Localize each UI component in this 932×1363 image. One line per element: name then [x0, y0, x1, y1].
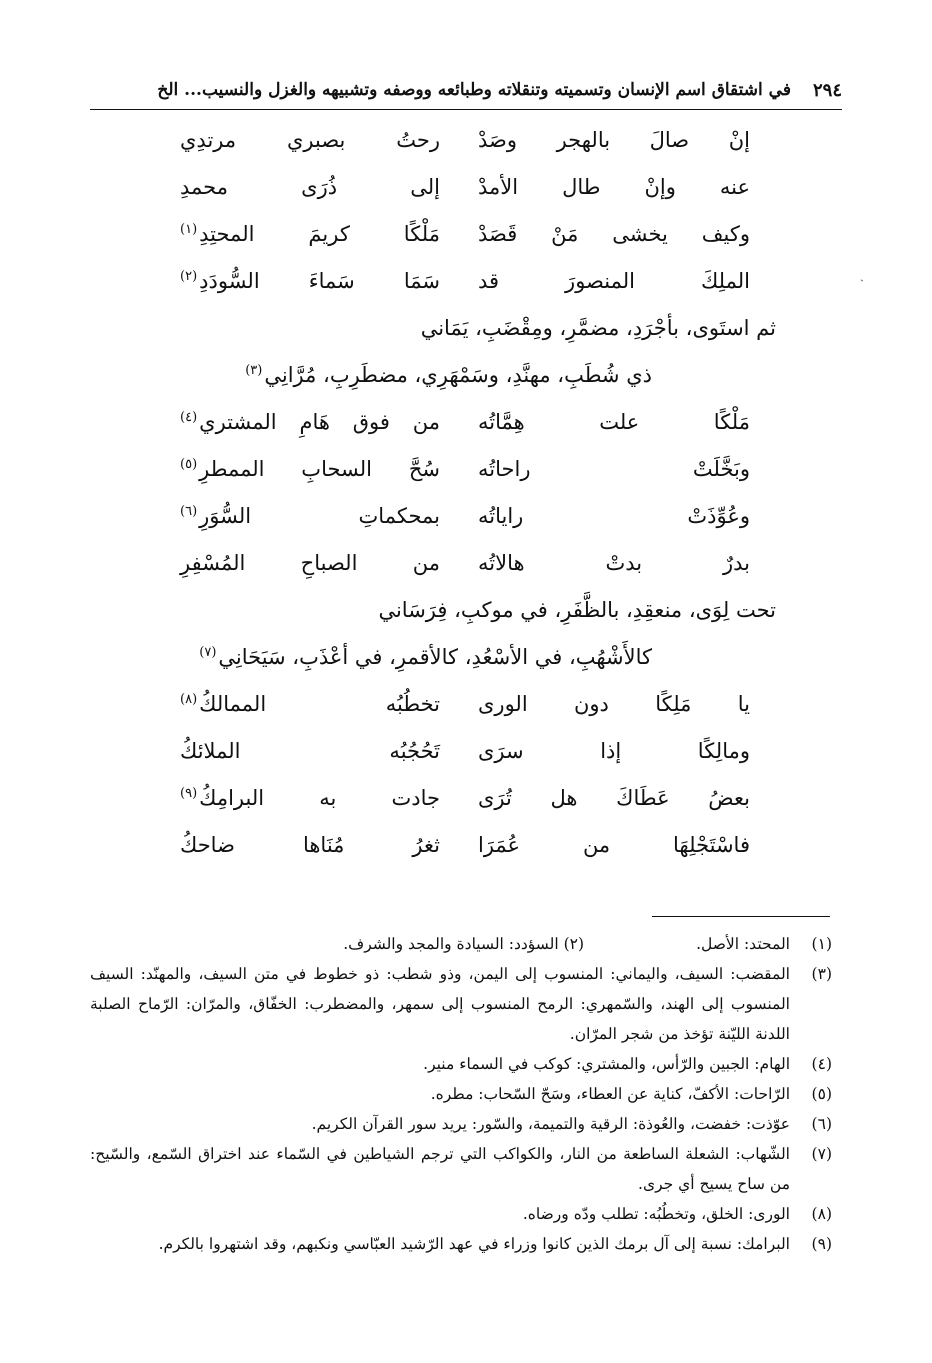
running-title: في اشتقاق اسم الإنسان وتسميته وتنقلاته وطبائعه ووصفه وتشبيهه والغزل والنسيب... الخ: [157, 80, 791, 100]
verse-second-hemistich: من فوق هَامِ المشتري$^{(٤)}$: [180, 410, 440, 434]
footnote-number: (١): [811, 935, 832, 953]
footnote-text: المحتد: الأصل.: [696, 935, 790, 953]
verse-second-hemistich: تَحُجُبُه الملائكُ: [180, 739, 440, 763]
verse-second-hemistich: مَلْكًا كريمَ المحتِدِ$^{(١)}$: [180, 222, 440, 246]
verse-line: [90, 498, 842, 545]
verse-second-hemistich: سَمَا سَماءَ السُّودَدِ$^{(٢)}$: [180, 269, 440, 293]
verse-first-hemistich: وعُوِّذَتْ راياتُه: [478, 504, 750, 528]
footnote: [90, 1109, 842, 1139]
footnote-number: (٢): [563, 935, 585, 953]
verse-second-hemistich: تخطُبُه الممالكُ$^{(٨)}$: [180, 692, 440, 716]
prose-text: ثم استَوى، بأجْرَدِ، مضمَّرِ، ومِقْضَبِ، يَمَاني: [420, 316, 776, 340]
verse-line: [90, 263, 842, 310]
page-header: [90, 74, 842, 106]
footnote-marker: (٧): [199, 645, 217, 660]
footnote: [90, 1199, 842, 1229]
verse-line: [90, 122, 842, 169]
footnote-marker: (٥): [180, 457, 198, 472]
verse-first-hemistich: بدرٌ بدتْ هالاتُه: [478, 551, 750, 575]
footnote-text: الورى: الخلق، وتخطُبُه: تطلب ودّه ورضاه.: [522, 1205, 790, 1223]
footnote-marker: (٩): [180, 786, 198, 801]
footnote-marker: (٤): [180, 410, 198, 425]
footnote-number: (٦): [811, 1115, 832, 1133]
page-number: ٢٩٤: [812, 79, 842, 101]
footnotes: [90, 929, 842, 1259]
verse-line: [90, 733, 842, 780]
footnote: [90, 1079, 842, 1109]
poem-body: [90, 122, 842, 874]
verse-first-hemistich: عنه وإنْ طال الأمدْ: [478, 175, 750, 199]
footnote: [90, 1049, 842, 1079]
verse-second-hemistich: ثغرُ مُنَاها ضاحكُ: [180, 833, 440, 857]
footnote-text: المقضب: السيف، واليماني: المنسوب إلى اليمن، وذو شطب: ذو خطوط في متن السيف، والمهنّد: السيف المنسوب إلى الهند، والسّمهري: الرمح المنسوب إلى سمهر، والمضطرب: الخفّاق، والمرّان: الرّماح الصلبة اللدنة الليّنة تؤخذ من شجر المرّان.: [90, 965, 790, 1043]
prose-text: ذي شُطَبِ، مهنَّدِ، وسَمْهَرِي، مضطَرِبِ، مُرَّانِي$^{(٣)}$: [245, 363, 652, 387]
footnote-marker: (٨): [180, 692, 198, 707]
verse-line: [90, 780, 842, 827]
verse-second-hemistich: من الصباحِ المُسْفِرِ: [180, 551, 440, 575]
verse-second-hemistich: إلى ذُرَى محمدِ: [180, 175, 440, 199]
verse-first-hemistich: وبَخَّلَتْ راحاتُه: [478, 457, 750, 481]
footnote-marker: (٦): [180, 504, 198, 519]
footnote-marker: (٣): [245, 363, 263, 378]
prose-text: تحت لِوَى، منعقِدِ، بالظَّفَرِ، في موكبِ، فِرَسَاني: [378, 598, 776, 622]
footnote: [90, 1139, 842, 1199]
footnote-number: (٩): [811, 1235, 832, 1253]
footnote-text: الهام: الجبين والرّأس، والمشتري: كوكب في السماء منير.: [423, 1055, 790, 1073]
footnote-marker: (٢): [180, 269, 198, 284]
footnote: [90, 1229, 842, 1259]
footnote-text: السؤدد: السيادة والمجد والشرف.: [343, 935, 559, 953]
verse-first-hemistich: وكيف يخشى مَنْ قَصَدْ: [478, 222, 750, 246]
footnote-number: (٧): [811, 1145, 832, 1163]
verse-second-hemistich: بمحكماتِ السُّوَرِ$^{(٦)}$: [180, 504, 440, 528]
footnote-marker: (١): [180, 222, 198, 237]
footnote: [90, 959, 842, 1049]
verse-first-hemistich: يا مَلِكًا دون الورى: [478, 692, 750, 716]
prose-line: [90, 310, 842, 357]
verse-first-hemistich: إنْ صالَ بالهجر وصَدْ: [478, 128, 750, 152]
footnote-number: (٥): [811, 1085, 832, 1103]
verse-second-hemistich: رحتُ بصبري مرتدِي: [180, 128, 440, 152]
prose-line: [90, 592, 842, 639]
verse-line: [90, 686, 842, 733]
footnote: [90, 929, 842, 959]
footnote-text: البرامك: نسبة إلى آل برمك الذين كانوا وزراء في عهد الرّشيد العبّاسي ونكبهم، وقد اشتهروا بالكرم.: [158, 1235, 790, 1253]
verse-line: [90, 827, 842, 874]
verse-first-hemistich: مَلْكًا علت هِمَّاتُه: [478, 410, 750, 434]
verse-line: [90, 216, 842, 263]
verse-line: [90, 169, 842, 216]
verse-second-hemistich: سُحَّ السحابِ الممطرِ$^{(٥)}$: [180, 457, 440, 481]
verse-first-hemistich: فاسْتَجْلِهَا من عُمَرَا: [478, 833, 750, 857]
footnote-number: (٤): [811, 1055, 832, 1073]
stray-mark: ˏ: [860, 268, 864, 282]
verse-first-hemistich: ومالِكًا إذا سرَى: [478, 739, 750, 763]
verse-first-hemistich: بعضُ عَطَاكَ هل تُرَى: [478, 786, 750, 810]
prose-line: [90, 639, 842, 686]
prose-line: [90, 357, 842, 404]
footnote-text: الشّهاب: الشعلة الساطعة من النار، والكواكب التي ترجم الشياطين في السّماء عند اختراق السّمع، والسّيح: من ساح يسيح أي جرى.: [90, 1145, 790, 1193]
footnote-separator: [652, 916, 830, 917]
footnote-number: (٨): [811, 1205, 832, 1223]
verse-first-hemistich: الملِكَ المنصورَ قد: [478, 269, 750, 293]
verse-second-hemistich: جادت به البرامِكُ$^{(٩)}$: [180, 786, 440, 810]
header-rule: [90, 109, 842, 110]
verse-line: [90, 545, 842, 592]
verse-line: [90, 404, 842, 451]
footnote-inline-second: [343, 929, 584, 959]
footnote-number: (٣): [811, 965, 832, 983]
prose-text: كالأَشْهُبِ، في الأسْعُدِ، كالأقمرِ، في أعْذَبِ، سَيَحَانِي$^{(٧)}$: [199, 645, 652, 669]
footnote-text: عوّذت: خفضت، والعُوذة: الرقية والتميمة، والسّور: يريد سور القرآن الكريم.: [311, 1115, 790, 1133]
verse-line: [90, 451, 842, 498]
footnote-text: الرّاحات: الأكفّ، كناية عن العطاء، وسَحّ السّحاب: مطره.: [430, 1085, 790, 1103]
